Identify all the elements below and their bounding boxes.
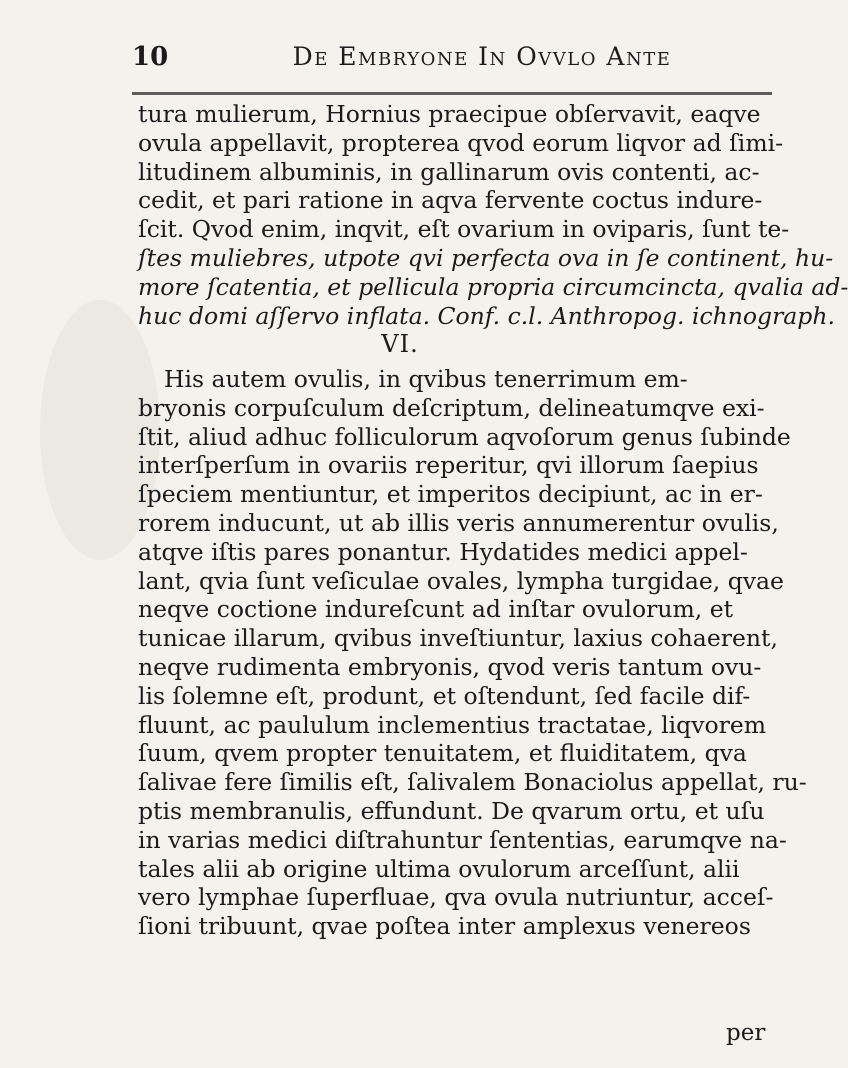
text-line: lant, qvia ſunt veſiculae ovales, lympha turgidae, qvae <box>138 566 784 595</box>
page-header <box>132 42 772 78</box>
catchword: per <box>726 1020 766 1046</box>
text-line: ſtit, aliud adhuc folliculorum aqvoſorum genus ſubinde <box>138 422 791 451</box>
text-line: ſcit. Qvod enim, inqvit, eſt ovarium in oviparis, ſunt te- <box>138 215 790 244</box>
page-number: 10 <box>132 42 169 72</box>
text-line: ſalivae fere ſimilis eſt, ſalivalem Bonaciolus appellat, ru- <box>138 768 807 797</box>
text-line: neqve coctione indureſcunt ad inſtar ovulorum, et <box>138 595 734 624</box>
text-line: vero lymphae ſuperfluae, qva ovula nutriuntur, acceſ- <box>138 883 774 912</box>
text-line: cedit, et pari ratione in aqva fervente coctus indure- <box>138 186 763 215</box>
text-line: more ſcatentia, et pellicula propria circumcincta, qvalia ad- <box>138 272 848 301</box>
text-line: atqve iſtis pares ponantur. Hydatides medici appel- <box>138 537 748 566</box>
header-rule <box>132 92 772 95</box>
text-line: ſtes muliebres, utpote qvi perfecta ova in ſe continent, hu- <box>138 243 834 272</box>
text-line: neqve rudimenta embryonis, qvod veris tantum ovu- <box>138 652 762 681</box>
text-line: ſioni tribuunt, qvae poſtea inter amplexus venereos <box>138 912 751 941</box>
text-line: ſpeciem mentiuntur, et imperitos decipiunt, ac in er- <box>138 480 763 509</box>
text-line: ſuum, qvem propter tenuitatem, et fluiditatem, qva <box>138 739 747 768</box>
text-line: tales alii ab origine ultima ovulorum arceſſunt, alii <box>138 854 740 883</box>
paragraph-2 <box>138 365 807 941</box>
text-line: lis ſolemne eſt, produnt, et oſtendunt, ſed facile dif- <box>138 681 751 710</box>
text-line: bryonis corpuſculum deſcriptum, delineatumqve exi- <box>138 393 765 422</box>
text-line: His autem ovulis, in qvibus tenerrimum em- <box>164 365 688 393</box>
text-line: fluunt, ac paululum inclementius tractatae, liqvorem <box>138 710 767 739</box>
text-line: tura mulierum, Hornius praecipue obſervavit, eaqve <box>138 100 761 128</box>
text-line: rorem inducunt, ut ab illis veris annumerentur ovulis, <box>138 508 779 537</box>
running-head: De Embryone In Ovvlo Ante <box>292 42 672 71</box>
text-line: in varias medici diſtrahuntur ſententias, earumqve na- <box>138 825 787 854</box>
text-line: huc domi aſſervo inflata. Conf. c.l. Anthropog. ichnograph. <box>138 301 835 330</box>
text-line: ovula appellavit, propterea qvod eorum liqvor ad ſimi- <box>138 128 784 157</box>
text-line: litudinem albuminis, in gallinarum ovis contenti, ac- <box>138 157 760 186</box>
text-line: interſperſum in ovariis reperitur, qvi illorum ſaepius <box>138 451 759 480</box>
text-line: ptis membranulis, effundunt. De qvarum ortu, et uſu <box>138 796 765 825</box>
text-line: tunicae illarum, qvibus inveſtiuntur, laxius cohaerent, <box>138 624 778 653</box>
body-text <box>138 100 848 330</box>
section-number: VI. <box>381 330 419 358</box>
